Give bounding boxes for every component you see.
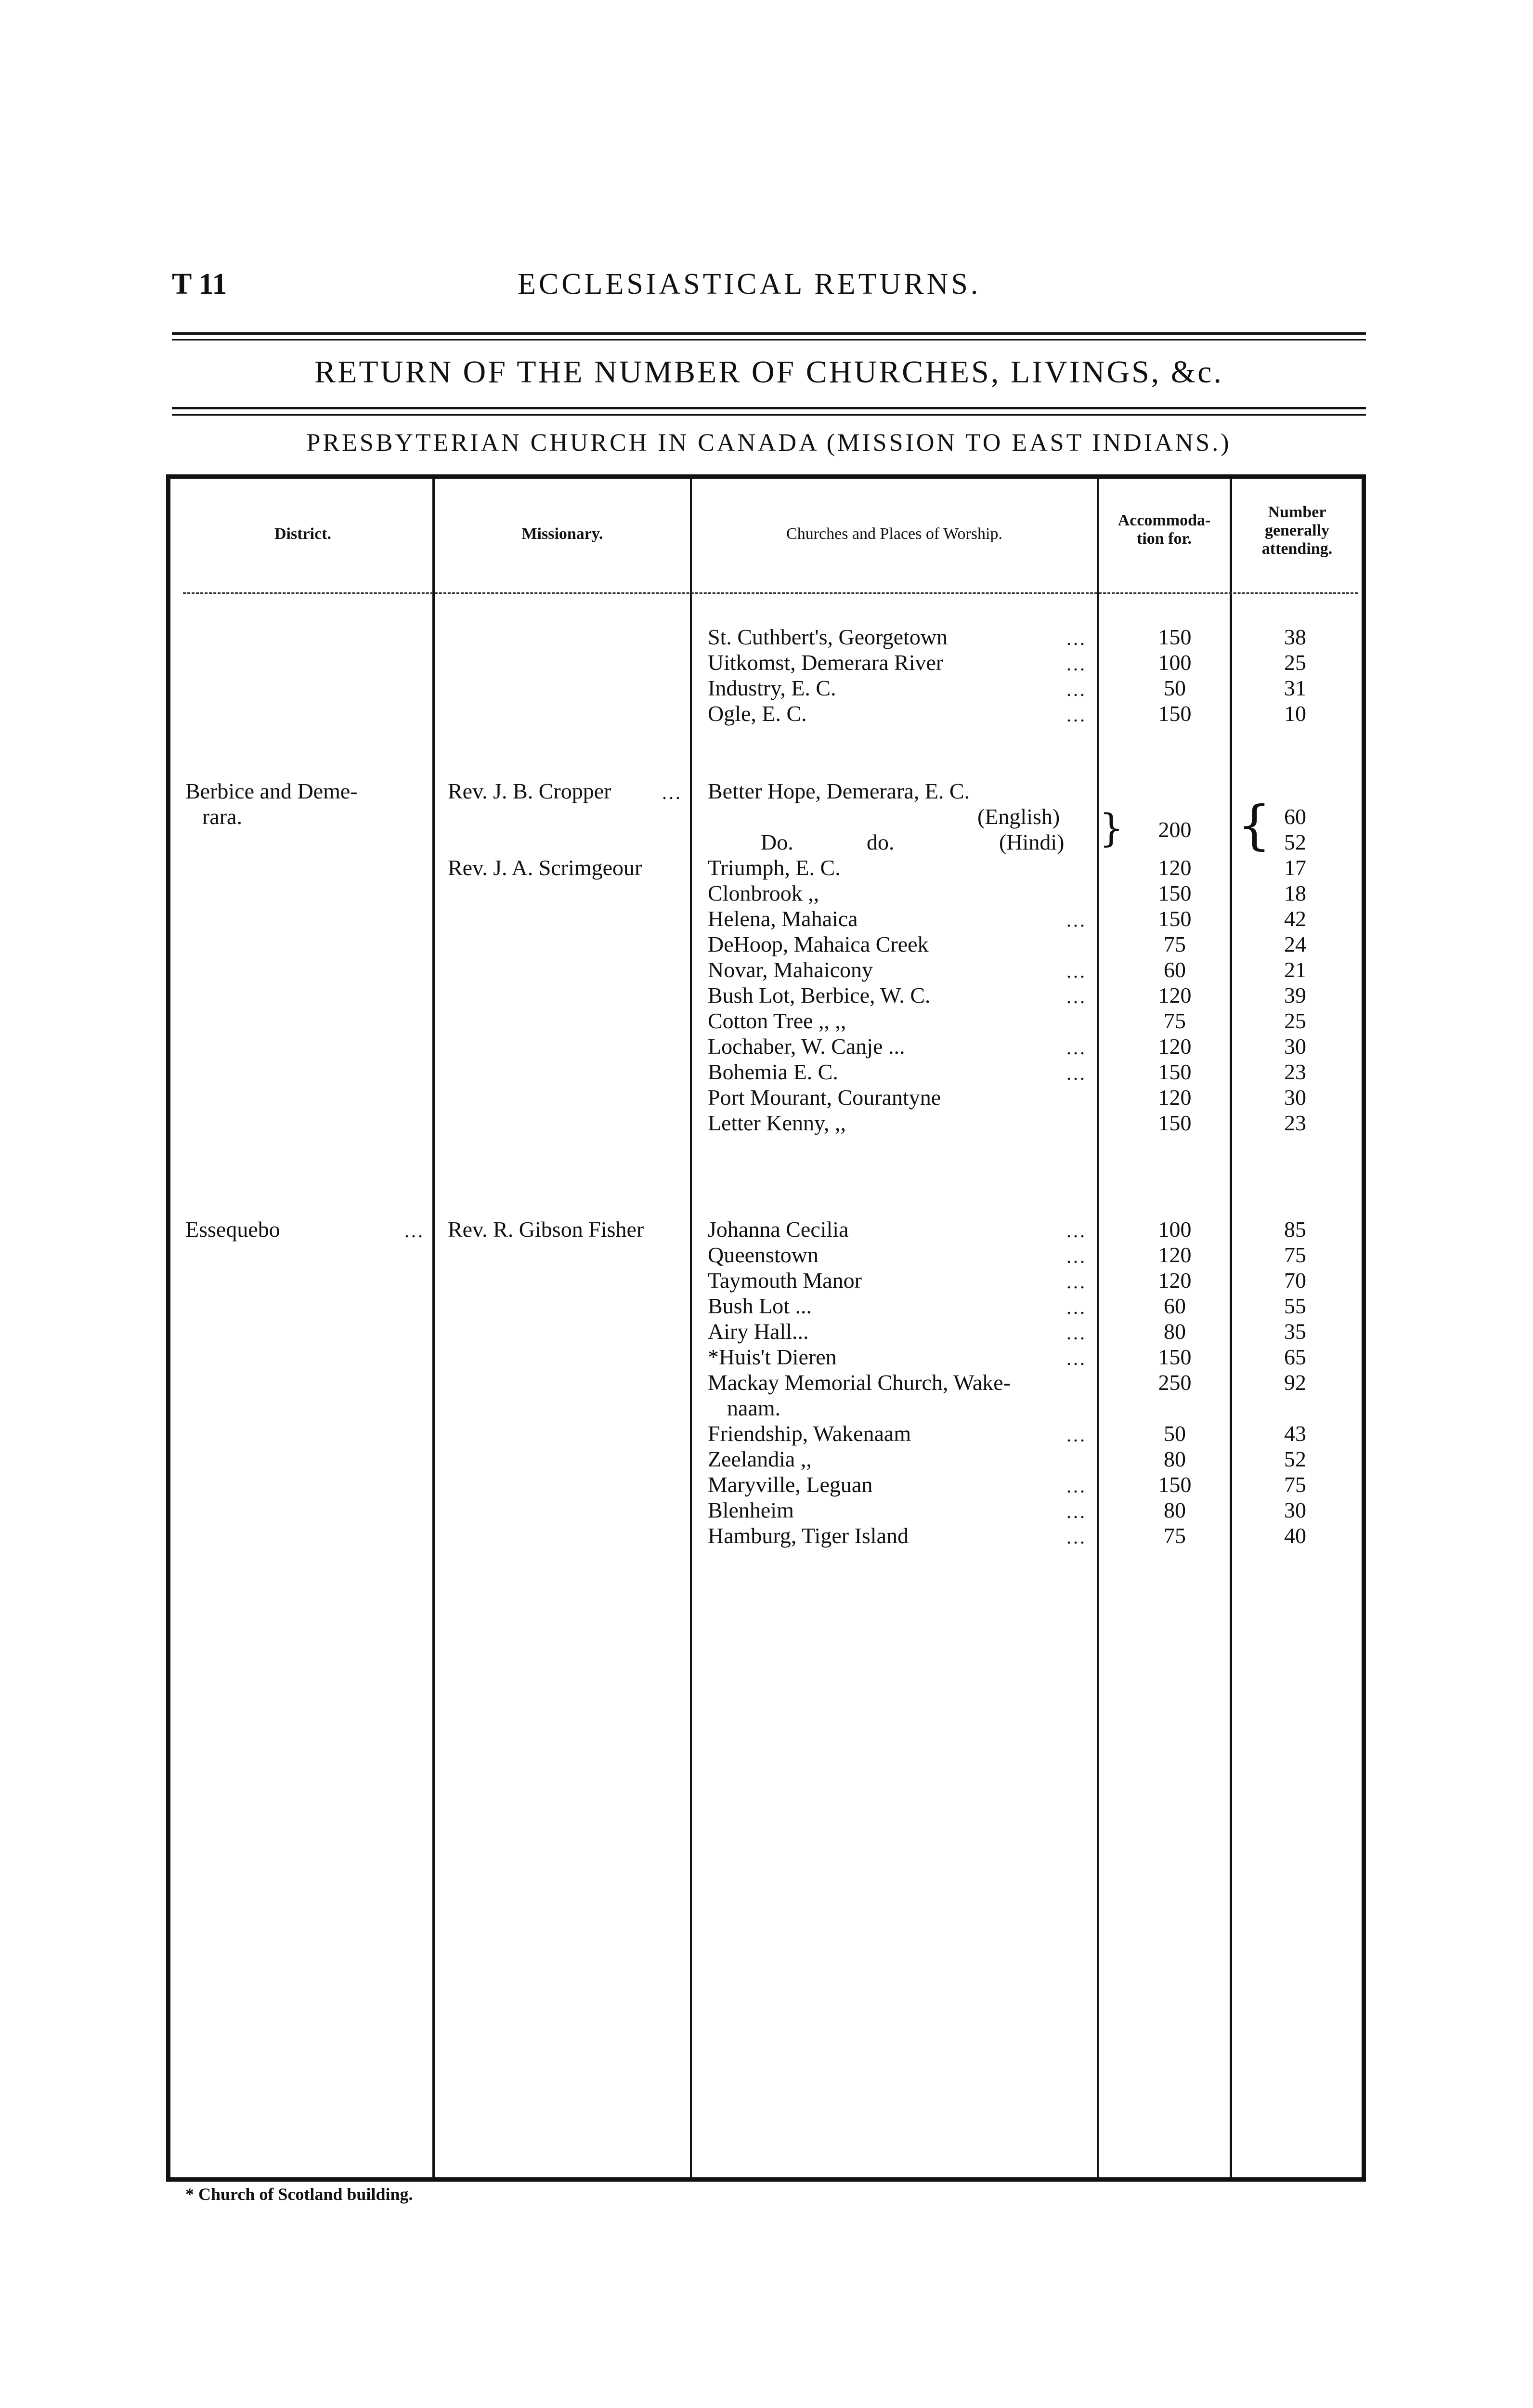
church-name: Triumph, E. C. xyxy=(708,855,841,880)
church-name: Johanna Cecilia xyxy=(708,1217,849,1242)
church-name: Ogle, E. C. xyxy=(708,701,807,726)
church-name: Friendship, Wakenaam xyxy=(708,1421,911,1446)
top-rule-1 xyxy=(172,332,1366,335)
header-attending-line1: Number xyxy=(1268,503,1326,521)
accommodation-value: 150 xyxy=(1158,701,1192,726)
accommodation-value: 100 xyxy=(1158,1217,1192,1242)
leader-dots: ... xyxy=(1066,1526,1087,1548)
column-divider xyxy=(1230,474,1232,2182)
church-name: Mackay Memorial Church, Wake- xyxy=(708,1370,1011,1395)
accommodation-value: 150 xyxy=(1158,625,1192,649)
accommodation-value: 60 xyxy=(1164,1294,1186,1318)
church-name: Port Mourant, Courantyne xyxy=(708,1085,941,1110)
leader-dots: ... xyxy=(1066,1271,1087,1293)
attendance-value: 52 xyxy=(1284,1447,1306,1471)
leader-dots: ... xyxy=(662,782,682,803)
leader-dots: ... xyxy=(1066,909,1087,931)
attendance-value: 30 xyxy=(1284,1034,1306,1059)
leader-dots: ... xyxy=(404,1220,425,1242)
church-name: Uitkomst, Demerara River xyxy=(708,650,944,675)
attendance-value: 55 xyxy=(1284,1294,1306,1318)
header-separator xyxy=(183,592,1358,594)
leader-dots: ... xyxy=(1066,960,1087,982)
church-name: Taymouth Manor xyxy=(708,1268,862,1293)
language-note: (Hindi) xyxy=(999,830,1065,854)
attendance-value: 21 xyxy=(1284,957,1306,982)
leader-dots: ... xyxy=(1066,1245,1087,1267)
attendance-value: 52 xyxy=(1284,830,1306,854)
accommodation-value: 150 xyxy=(1158,1060,1192,1084)
leader-dots: ... xyxy=(1066,1424,1087,1446)
attendance-value: 75 xyxy=(1284,1243,1306,1267)
church-name: Novar, Mahaicony xyxy=(708,957,873,982)
attendance-value: 70 xyxy=(1284,1268,1306,1293)
accommodation-value: 120 xyxy=(1158,1268,1192,1293)
attendance-value: 30 xyxy=(1284,1498,1306,1522)
leader-dots: ... xyxy=(1066,1501,1087,1522)
column-divider xyxy=(1097,474,1099,2182)
header-churches: Churches and Places of Worship. xyxy=(786,525,1002,543)
header-attending xyxy=(1232,503,1362,558)
attendance-value: 65 xyxy=(1284,1345,1306,1369)
leader-dots: ... xyxy=(1066,704,1087,726)
header-accommodation-line1: Accommoda- xyxy=(1117,511,1211,529)
church-name: Airy Hall... xyxy=(708,1319,809,1344)
accommodation-value: 75 xyxy=(1164,1008,1186,1033)
attendance-value: 25 xyxy=(1284,1008,1306,1033)
leader-dots: ... xyxy=(1066,1475,1087,1497)
attendance-value: 25 xyxy=(1284,650,1306,675)
leader-dots: ... xyxy=(1066,1220,1087,1242)
accommodation-value: 120 xyxy=(1158,983,1192,1008)
church-name: Better Hope, Demerara, E. C. xyxy=(708,779,970,803)
church-name: DeHoop, Mahaica Creek xyxy=(708,932,929,956)
leader-dots: ... xyxy=(1066,679,1087,700)
attendance-value: 85 xyxy=(1284,1217,1306,1242)
accommodation-value: 120 xyxy=(1158,1085,1192,1110)
leader-dots: ... xyxy=(1066,1062,1087,1084)
leader-dots: ... xyxy=(1066,1037,1087,1059)
attendance-value: 17 xyxy=(1284,855,1306,880)
mid-rule-2 xyxy=(172,414,1366,416)
accommodation-value: 150 xyxy=(1158,1345,1192,1369)
footnote: * Church of Scotland building. xyxy=(185,2185,413,2204)
accommodation-value: 120 xyxy=(1158,855,1192,880)
attendance-value: 23 xyxy=(1284,1111,1306,1135)
attendance-value: 40 xyxy=(1284,1523,1306,1548)
attendance-value: 10 xyxy=(1284,701,1306,726)
accommodation-value: 100 xyxy=(1158,650,1192,675)
district-name-cont: rara. xyxy=(202,804,242,829)
attendance-value: 30 xyxy=(1284,1085,1306,1110)
attendance-value: 60 xyxy=(1284,804,1306,829)
attendance-value: 39 xyxy=(1284,983,1306,1008)
church-name: Blenheim xyxy=(708,1498,794,1522)
church-name: Bush Lot, Berbice, W. C. xyxy=(708,983,931,1008)
header-district: District. xyxy=(274,525,331,543)
leader-dots: ... xyxy=(1066,986,1087,1008)
subtitle: PRESBYTERIAN CHURCH IN CANADA (MISSION TO EAST INDIANS.) xyxy=(306,429,1232,457)
mid-rule-1 xyxy=(172,407,1366,409)
leader-dots: ... xyxy=(1066,653,1087,675)
column-divider xyxy=(432,474,435,2182)
accommodation-value: 80 xyxy=(1164,1498,1186,1522)
brace-attendance: { xyxy=(1237,794,1271,856)
accommodation-value: 250 xyxy=(1158,1370,1192,1395)
district-name: Berbice and Deme- xyxy=(185,779,358,803)
page-label: T 11 xyxy=(172,268,227,301)
header-accommodation xyxy=(1099,511,1230,548)
attendance-value: 35 xyxy=(1284,1319,1306,1344)
attendance-value: 92 xyxy=(1284,1370,1306,1395)
missionary-name: Rev. R. Gibson Fisher xyxy=(448,1217,644,1242)
attendance-value: 24 xyxy=(1284,932,1306,956)
attendance-value: 43 xyxy=(1284,1421,1306,1446)
accommodation-value: 150 xyxy=(1158,906,1192,931)
accommodation-value: 75 xyxy=(1164,932,1186,956)
accommodation-value: 150 xyxy=(1158,1472,1192,1497)
church-name: Bush Lot ... xyxy=(708,1294,812,1318)
attendance-value: 38 xyxy=(1284,625,1306,649)
main-title: RETURN OF THE NUMBER OF CHURCHES, LIVINGS, &c. xyxy=(314,354,1223,390)
attendance-value: 18 xyxy=(1284,881,1306,905)
top-rule-2 xyxy=(172,339,1366,340)
language-note: (English) xyxy=(977,804,1060,829)
missionary-name: Rev. J. B. Cropper xyxy=(448,779,611,803)
header-attending-line3: attending. xyxy=(1261,540,1333,558)
header-missionary: Missionary. xyxy=(521,525,603,543)
ditto-mark: do. xyxy=(867,830,895,854)
church-name: Cotton Tree ,, ,, xyxy=(708,1008,846,1033)
header-attending-line2: generally xyxy=(1264,522,1330,539)
header-accommodation-line2: tion for. xyxy=(1137,530,1192,548)
church-name: Letter Kenny, ,, xyxy=(708,1111,846,1135)
running-title: ECCLESIASTICAL RETURNS. xyxy=(518,268,981,301)
leader-dots: ... xyxy=(1066,1296,1087,1318)
church-name: Lochaber, W. Canje ... xyxy=(708,1034,905,1059)
church-name: Queenstown xyxy=(708,1243,818,1267)
accommodation-value: 150 xyxy=(1158,1111,1192,1135)
church-name: Bohemia E. C. xyxy=(708,1060,838,1084)
church-name: *Huis't Dieren xyxy=(708,1345,837,1369)
church-name: Maryville, Leguan xyxy=(708,1472,873,1497)
church-name: Zeelandia ,, xyxy=(708,1447,812,1471)
church-name: Industry, E. C. xyxy=(708,676,836,700)
attendance-value: 23 xyxy=(1284,1060,1306,1084)
accommodation-value: 75 xyxy=(1164,1523,1186,1548)
attendance-value: 42 xyxy=(1284,906,1306,931)
accommodation-value: 50 xyxy=(1164,676,1186,700)
church-name: Clonbrook ,, xyxy=(708,881,819,905)
accommodation-value: 120 xyxy=(1158,1034,1192,1059)
church-name: Hamburg, Tiger Island xyxy=(708,1523,909,1548)
brace-accommodation: } xyxy=(1099,806,1124,851)
leader-dots: ... xyxy=(1066,1348,1087,1369)
column-divider xyxy=(690,474,692,2182)
accommodation-value: 150 xyxy=(1158,881,1192,905)
accommodation-value: 80 xyxy=(1164,1447,1186,1471)
church-name: Helena, Mahaica xyxy=(708,906,858,931)
attendance-value: 75 xyxy=(1284,1472,1306,1497)
missionary-name: Rev. J. A. Scrimgeour xyxy=(448,855,642,880)
district-name: Essequebo xyxy=(185,1217,280,1242)
leader-dots: ... xyxy=(1066,628,1087,649)
accommodation-value: 120 xyxy=(1158,1243,1192,1267)
accommodation-value: 60 xyxy=(1164,957,1186,982)
ditto-mark: Do. xyxy=(761,830,793,854)
attendance-value: 31 xyxy=(1284,676,1306,700)
accommodation-value: 200 xyxy=(1158,817,1192,842)
leader-dots: ... xyxy=(1066,1322,1087,1344)
church-name: St. Cuthbert's, Georgetown xyxy=(708,625,948,649)
church-name-cont: naam. xyxy=(727,1396,781,1420)
accommodation-value: 50 xyxy=(1164,1421,1186,1446)
accommodation-value: 80 xyxy=(1164,1319,1186,1344)
